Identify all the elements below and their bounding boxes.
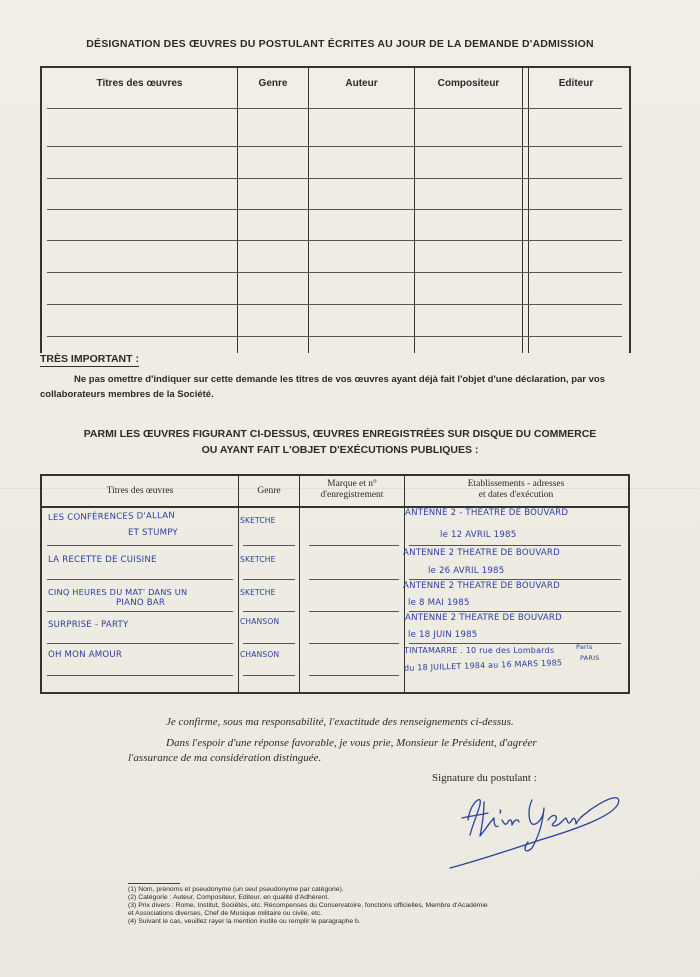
section1-title: DÉSIGNATION DES ŒUVRES DU POSTULANT ÉCRITES AU JOUR DE LA DEMANDE D'ADMISSION xyxy=(86,38,594,50)
table2-row-line xyxy=(309,675,399,676)
table2-col-divider xyxy=(238,476,239,692)
table2-row-line xyxy=(309,579,399,580)
footnote-3: (3) Prix divers : Rome, Institut, Sociétés, etc. Récompenses du Conservatoire, fonctions officielles, Membre d'Académie xyxy=(128,902,488,909)
table2-header-marque xyxy=(300,479,404,501)
footnote-2: (2) Catégorie : Auteur, Compositeur, Editeur, en qualité d'Adhérent. xyxy=(128,894,330,901)
etab-line1: Etablissements - adresses xyxy=(467,479,565,489)
table2-row-line xyxy=(47,675,233,676)
confirm-line3: l'assurance de ma considération distinguée. xyxy=(128,752,322,764)
table2-row-line xyxy=(409,611,621,612)
table1-col-divider xyxy=(237,68,238,353)
handwritten-signature xyxy=(440,780,630,875)
footnote-rule xyxy=(128,883,180,884)
row5-etab-line2: du 18 JUILLET 1984 au 16 MARS 1985 xyxy=(403,658,563,673)
row1-etab-line1: ANTENNE 2 - THEATRE DE BOUVARD xyxy=(405,508,569,518)
row3-title-line2: PIANO BAR xyxy=(116,598,166,608)
row3-etab-line2: le 8 MAI 1985 xyxy=(408,598,470,608)
row3-etab-line1: ANTENNE 2 THEATRE DE BOUVARD xyxy=(403,581,560,591)
confirm-line2: Dans l'espoir d'une réponse favorable, je vous prie, Monsieur le Président, d'agréer xyxy=(166,737,537,749)
section2-title xyxy=(40,426,640,458)
row5-etab-line1: TINTAMARRE . 10 rue des Lombards xyxy=(404,646,555,655)
row3-title-line1: CINQ HEURES DU MAT' DANS UN xyxy=(48,587,188,597)
confirm-line1: Je confirme, sous ma responsabilité, l'exactitude des renseignements ci-dessus. xyxy=(166,716,514,728)
table2-row-line xyxy=(243,545,295,546)
table2-header-titres: Titres des œuvres xyxy=(106,486,174,496)
row4-etab-line2: le 18 JUIN 1985 xyxy=(408,630,478,640)
row4-etab-line1: ANTENNE 2 THEATRE DE BOUVARD xyxy=(405,613,562,623)
table2-row-line xyxy=(243,611,295,612)
marque-line2: d'enregistrement xyxy=(320,490,384,500)
table2-row-line xyxy=(309,611,399,612)
table2-row-line xyxy=(243,579,295,580)
table2-row-line xyxy=(47,545,233,546)
table2-row-line xyxy=(309,545,399,546)
table1-row-line xyxy=(47,146,622,147)
table1-row-line xyxy=(47,272,622,273)
table1-row-line xyxy=(47,178,622,179)
etab-line2: et dates d'exécution xyxy=(478,490,554,500)
table2-row-line xyxy=(309,643,399,644)
row5-genre: CHANSON xyxy=(240,650,280,659)
footnote-4: (4) Suivant le cas, veuillez rayer la mention inutile ou remplir le paragraphe b. xyxy=(128,918,361,925)
table1-header-auteur: Auteur xyxy=(345,78,378,89)
important-heading: TRÈS IMPORTANT : xyxy=(40,353,139,365)
table2-row-line xyxy=(243,643,295,644)
signature-label: Signature du postulant : xyxy=(432,772,537,784)
table2-row-line xyxy=(47,579,233,580)
table1-header-editeur: Editeur xyxy=(558,78,594,89)
table2-row-line xyxy=(47,643,233,644)
table2-row-line xyxy=(243,675,295,676)
table1-header-titres: Titres des œuvres xyxy=(96,78,183,89)
section2-title-line1: PARMI LES ŒUVRES FIGURANT CI-DESSUS, ŒUVRES ENREGISTRÉES SUR DISQUE DU COMMERCE xyxy=(83,428,597,440)
table2-header-genre: Genre xyxy=(257,486,281,496)
row2-genre: SKETCHE xyxy=(240,555,276,564)
table1-row-line xyxy=(47,209,622,210)
row1-etab-line2: le 12 AVRIL 1985 xyxy=(440,530,517,540)
table2-row-line xyxy=(409,579,621,580)
table1-col-divider xyxy=(528,68,529,353)
table1-col-divider xyxy=(414,68,415,353)
table1-header-genre: Genre xyxy=(258,78,288,89)
row4-title-line1: SURPRISE - PARTY xyxy=(48,620,129,630)
table1-row-line xyxy=(47,108,622,109)
table1-row-line xyxy=(47,336,622,337)
table2-row-line xyxy=(47,611,233,612)
table2-col-divider xyxy=(299,476,300,692)
footnote-1: (1) Nom, prénoms et pseudonyme (un seul pseudonyme par catégorie). xyxy=(128,886,344,893)
important-notice: Ne pas omettre d'indiquer sur cette demande les titres de vos œuvres ayant déjà fait l'objet d'une déclaration, par vos collaborateurs membres de la Société. xyxy=(40,374,606,400)
row2-etab-line1: ANTENNE 2 THEATRE DE BOUVARD xyxy=(403,548,560,558)
table1-row-line xyxy=(47,240,622,241)
row2-title-line1: LA RECETTE DE CUISINE xyxy=(48,555,157,565)
row1-title-line2: ET STUMPY xyxy=(128,528,178,538)
table2-header-etablissements xyxy=(405,479,627,501)
row1-genre: SKETCHE xyxy=(240,516,276,525)
table1-col-divider xyxy=(522,68,523,353)
marque-line1: Marque et n° xyxy=(327,479,377,489)
row5-title-line1: OH MON AMOUR xyxy=(48,650,123,660)
row1-title-line1: LES CONFÉRENCES D'ALLAN xyxy=(47,510,176,524)
row5-etab-line1b: Paris xyxy=(576,643,593,651)
row4-genre: CHANSON xyxy=(240,617,280,626)
table2-row-line xyxy=(409,545,621,546)
row5-etab-line2b: PARIS xyxy=(580,654,600,662)
row3-genre: SKETCHE xyxy=(240,588,276,597)
table1-header-compositeur: Compositeur xyxy=(437,78,500,89)
section2-title-line2: OU AYANT FAIT L'OBJET D'EXÉCUTIONS PUBLIQUES : xyxy=(201,444,479,456)
row2-etab-line2: le 26 AVRIL 1985 xyxy=(428,566,505,576)
table1-col-divider xyxy=(308,68,309,353)
footnote-3-cont: et Associations diverses, Chef de Musique militaire ou civile, etc. xyxy=(128,910,323,917)
works-table xyxy=(40,66,631,353)
table1-row-line xyxy=(47,304,622,305)
